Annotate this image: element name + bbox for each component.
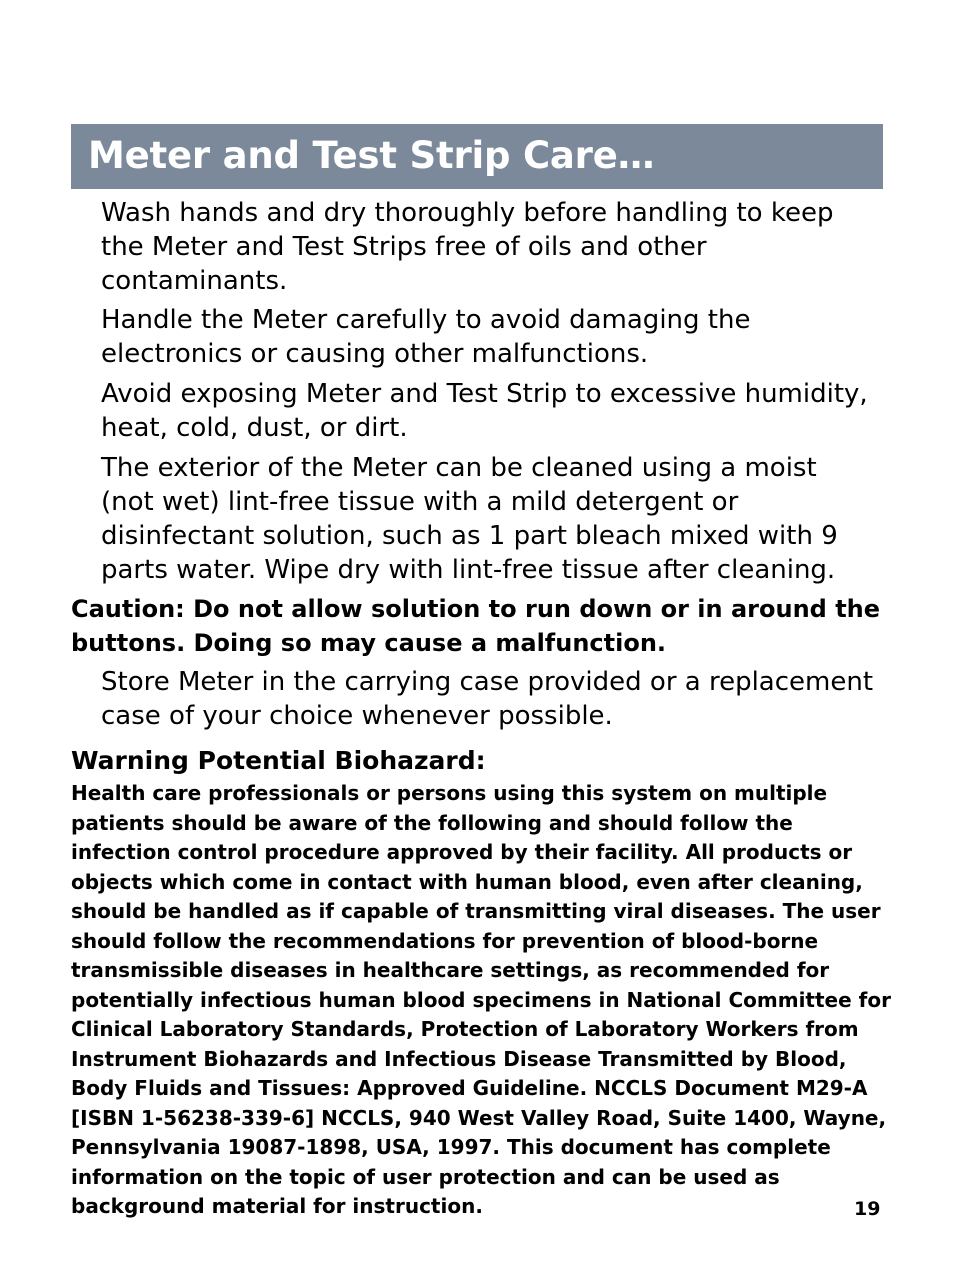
paragraph-wash-hands [101,196,891,298]
warning-line: potentially infectious human blood specimens in National Committee for [71,987,891,1012]
warning-line: background material for instruction. [71,1194,483,1218]
paragraph-line: The exterior of the Meter can be cleaned using a moist [101,453,817,483]
warning-line: should follow the recommendations for prevention of blood-borne [71,928,819,953]
paragraph-line: Store Meter in the carrying case provided or a replacement [101,667,874,697]
paragraph-cleaning [101,451,891,587]
paragraph-line: Handle the Meter carefully to avoid damaging the [101,305,751,335]
paragraph-line: parts water. Wipe dry with lint-free tissue after cleaning. [101,555,836,585]
paragraph-line: the Meter and Test Strips free of oils and other [101,232,707,262]
warning-line: should be handled as if capable of transmitting viral diseases. The user [71,899,881,923]
paragraph-line: case of your choice whenever possible. [101,701,613,731]
warning-line: Body Fluids and Tissues: Approved Guideline. NCCLS Document M29-A [71,1076,868,1100]
warning-line: Pennsylvania 19087-1898, USA, 1997. This document has complete [71,1135,831,1159]
paragraph-store-meter [101,665,891,733]
caution-note [71,592,891,660]
section-title-bar [71,124,883,189]
paragraph-handle-meter [101,303,891,371]
paragraph-line: heat, cold, dust, or dirt. [101,413,408,443]
warning-line: objects which come in contact with human blood, even after cleaning, [71,869,863,894]
page-title: Meter and Test Strip Care… [88,134,655,177]
warning-line: [ISBN 1-56238-339-6] NCCLS, 940 West Valley Road, Suite 1400, Wayne, [71,1105,887,1130]
warning-line: patients should be aware of the following and should follow the [71,810,793,835]
paragraph-line: disinfectant solution, such as 1 part bleach mixed with 9 [101,521,838,551]
warning-line: infection control procedure approved by their facility. All products or [71,840,853,864]
warning-heading: Warning Potential Biohazard: [71,746,486,775]
warning-line: transmissible diseases in healthcare settings, as recommended for [71,958,830,982]
warning-line: Instrument Biohazards and Infectious Disease Transmitted by Blood, [71,1046,847,1071]
paragraph-line: (not wet) lint-free tissue with a mild detergent or [101,487,739,517]
warning-line: information on the topic of user protection and can be used as [71,1164,780,1189]
page-number: 19 [854,1198,881,1220]
warning-line: Health care professionals or persons using this system on multiple [71,781,828,805]
caution-line: buttons. Doing so may cause a malfunction. [71,629,667,657]
caution-line: Caution: Do not allow solution to run down or in around the [71,595,881,623]
paragraph-avoid-exposing [101,377,891,445]
paragraph-line: electronics or causing other malfunctions. [101,339,649,369]
paragraph-line: Avoid exposing Meter and Test Strip to excessive humidity, [101,379,868,409]
warning-line: Clinical Laboratory Standards, Protection of Laboratory Workers from [71,1017,859,1041]
paragraph-line: contaminants. [101,266,288,296]
warning-body [71,779,901,1222]
paragraph-line: Wash hands and dry thoroughly before handling to keep [101,198,834,228]
